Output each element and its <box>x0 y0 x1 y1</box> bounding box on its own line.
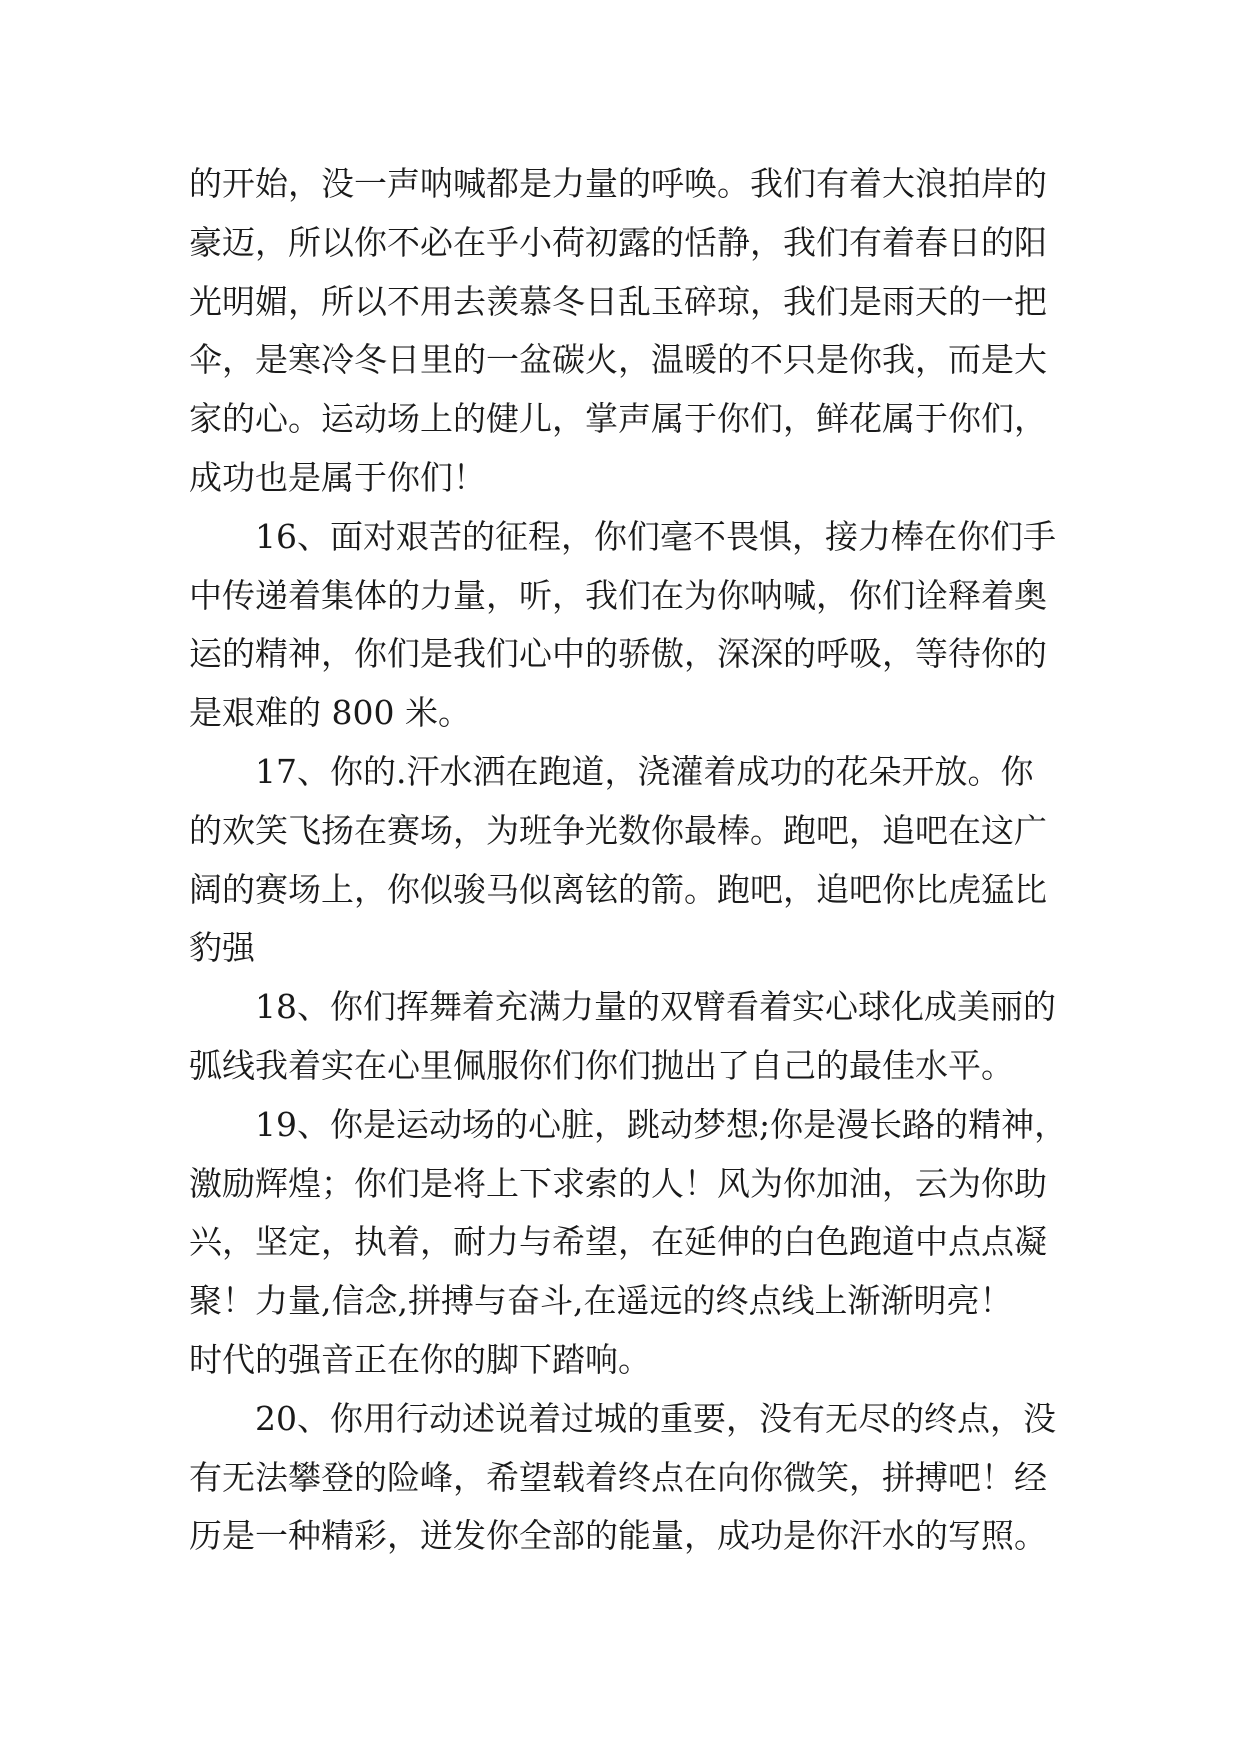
text-line: 19、你是运动场的心脏，跳动梦想;你是漫长路的精神， <box>255 1104 1068 1144</box>
text-line: 18、你们挥舞着充满力量的双臂看着实心球化成美丽的 <box>255 987 1056 1027</box>
text-line: 有无法攀登的险峰，希望载着终点在向你微笑，拼搏吧！经 <box>189 1457 1047 1497</box>
text-line: 激励辉煌；你们是将上下求索的人！风为你加油，云为你助 <box>189 1163 1047 1203</box>
paragraph-19 <box>189 1096 1069 1390</box>
text-line: 中传递着集体的力量，听，我们在为你呐喊，你们诠释着奥 <box>189 575 1047 615</box>
paragraph-20 <box>189 1390 1069 1566</box>
text-line: 20、你用行动述说着过城的重要，没有无尽的终点，没 <box>255 1398 1056 1438</box>
text-line: 光明媚，所以不用去羡慕冬日乱玉碎琼，我们是雨天的一把 <box>189 281 1047 321</box>
text-line: 成功也是属于你们！ <box>189 457 486 497</box>
text-line: 17、你的.汗水洒在跑道，浇灌着成功的花朵开放。你 <box>255 751 1034 791</box>
text-line: 时代的强音正在你的脚下踏响。 <box>189 1339 651 1379</box>
text-line: 的开始，没一声呐喊都是力量的呼唤。我们有着大浪拍岸的 <box>189 164 1047 203</box>
paragraph-16 <box>189 508 1069 743</box>
text-line: 兴，坚定，执着，耐力与希望，在延伸的白色跑道中点点凝 <box>189 1222 1047 1262</box>
text-line: 历是一种精彩，迸发你全部的能量，成功是你汗水的写照。 <box>189 1516 1047 1556</box>
text-line: 伞，是寒冷冬日里的一盆碳火，温暖的不只是你我，而是大 <box>189 340 1047 380</box>
paragraph-18 <box>189 978 1069 1096</box>
document-body <box>189 155 1069 1566</box>
text-line: 的欢笑飞扬在赛场，为班争光数你最棒。跑吧，追吧在这广 <box>189 810 1047 850</box>
text-line: 阔的赛场上，你似骏马似离铉的箭。跑吧，追吧你比虎猛比 <box>189 869 1047 909</box>
text-line: 豹强 <box>189 928 255 968</box>
paragraph-15-continued <box>189 155 1069 508</box>
text-line: 弧线我着实在心里佩服你们你们抛出了自己的最佳水平。 <box>189 1045 1014 1085</box>
text-line: 家的心。运动场上的健儿，掌声属于你们，鲜花属于你们， <box>189 399 1047 439</box>
text-line: 运的精神，你们是我们心中的骄傲，深深的呼吸，等待你的 <box>189 634 1047 674</box>
text-line: 豪迈，所以你不必在乎小荷初露的恬静，我们有着春日的阳 <box>189 222 1047 262</box>
text-line: 聚！力量,信念,拼搏与奋斗,在遥远的终点线上渐渐明亮！ <box>189 1281 1013 1321</box>
text-line: 是艰难的 800 米。 <box>189 693 471 733</box>
text-line: 16、面对艰苦的征程，你们毫不畏惧，接力棒在你们手 <box>255 516 1056 556</box>
paragraph-17 <box>189 743 1069 978</box>
